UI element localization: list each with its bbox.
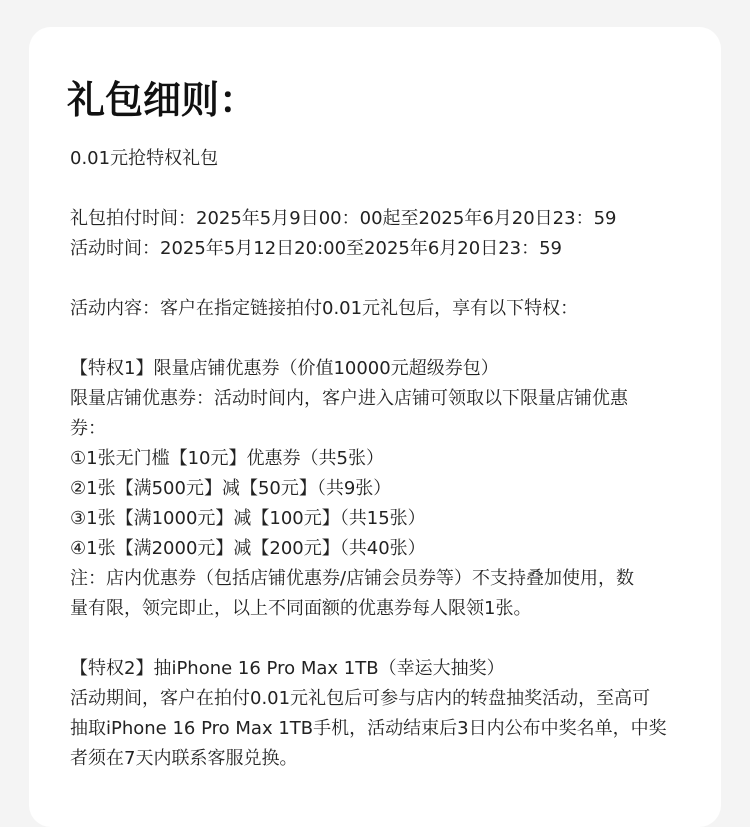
line-coupon-1: ①1张无门槛【10元】优惠券（共5张） xyxy=(70,448,384,469)
spacer xyxy=(70,264,690,294)
line-privilege-1-heading: 【特权1】限量店铺优惠券（价值10000元超级券包） xyxy=(70,358,499,379)
line-activity-content: 活动内容：客户在指定链接拍付0.01元礼包后，享有以下特权： xyxy=(70,298,579,319)
line-activity-time: 活动时间：2025年5月12日20:00至2025年6月20日23：59 xyxy=(70,238,563,259)
rules-body xyxy=(70,144,690,774)
line-coupon-3: ③1张【满1000元】减【100元】（共15张） xyxy=(70,508,426,529)
page-title: 礼包细则： xyxy=(67,78,258,122)
line-note-cont: 量有限，领完即止，以上不同面额的优惠券每人限领1张。 xyxy=(70,598,532,619)
line-promo-name: 0.01元抢特权礼包 xyxy=(70,148,219,169)
rules-card xyxy=(29,27,721,827)
line-payment-time: 礼包拍付时间：2025年5月9日00：00起至2025年6月20日23：59 xyxy=(70,208,617,229)
line-coupon-2: ②1张【满500元】减【50元】（共9张） xyxy=(70,478,392,499)
spacer xyxy=(70,624,690,654)
line-privilege-2-heading: 【特权2】抽iPhone 16 Pro Max 1TB（幸运大抽奖） xyxy=(70,658,505,679)
line-privilege-1-desc-cont: 券： xyxy=(70,418,106,439)
line-privilege-1-desc: 限量店铺优惠券：活动时间内，客户进入店铺可领取以下限量店铺优惠 xyxy=(70,388,628,409)
line-privilege-2-desc-end: 者须在7天内联系客服兑换。 xyxy=(70,748,298,769)
spacer xyxy=(70,324,690,354)
line-privilege-2-desc-cont: 抽取iPhone 16 Pro Max 1TB手机，活动结束后3日内公布中奖名单，中奖 xyxy=(70,718,667,739)
line-note: 注：店内优惠券（包括店铺优惠券/店铺会员券等）不支持叠加使用，数 xyxy=(70,568,635,589)
line-privilege-2-desc: 活动期间，客户在拍付0.01元礼包后可参与店内的转盘抽奖活动，至高可 xyxy=(70,688,651,709)
line-coupon-4: ④1张【满2000元】减【200元】（共40张） xyxy=(70,538,426,559)
spacer xyxy=(70,174,690,204)
